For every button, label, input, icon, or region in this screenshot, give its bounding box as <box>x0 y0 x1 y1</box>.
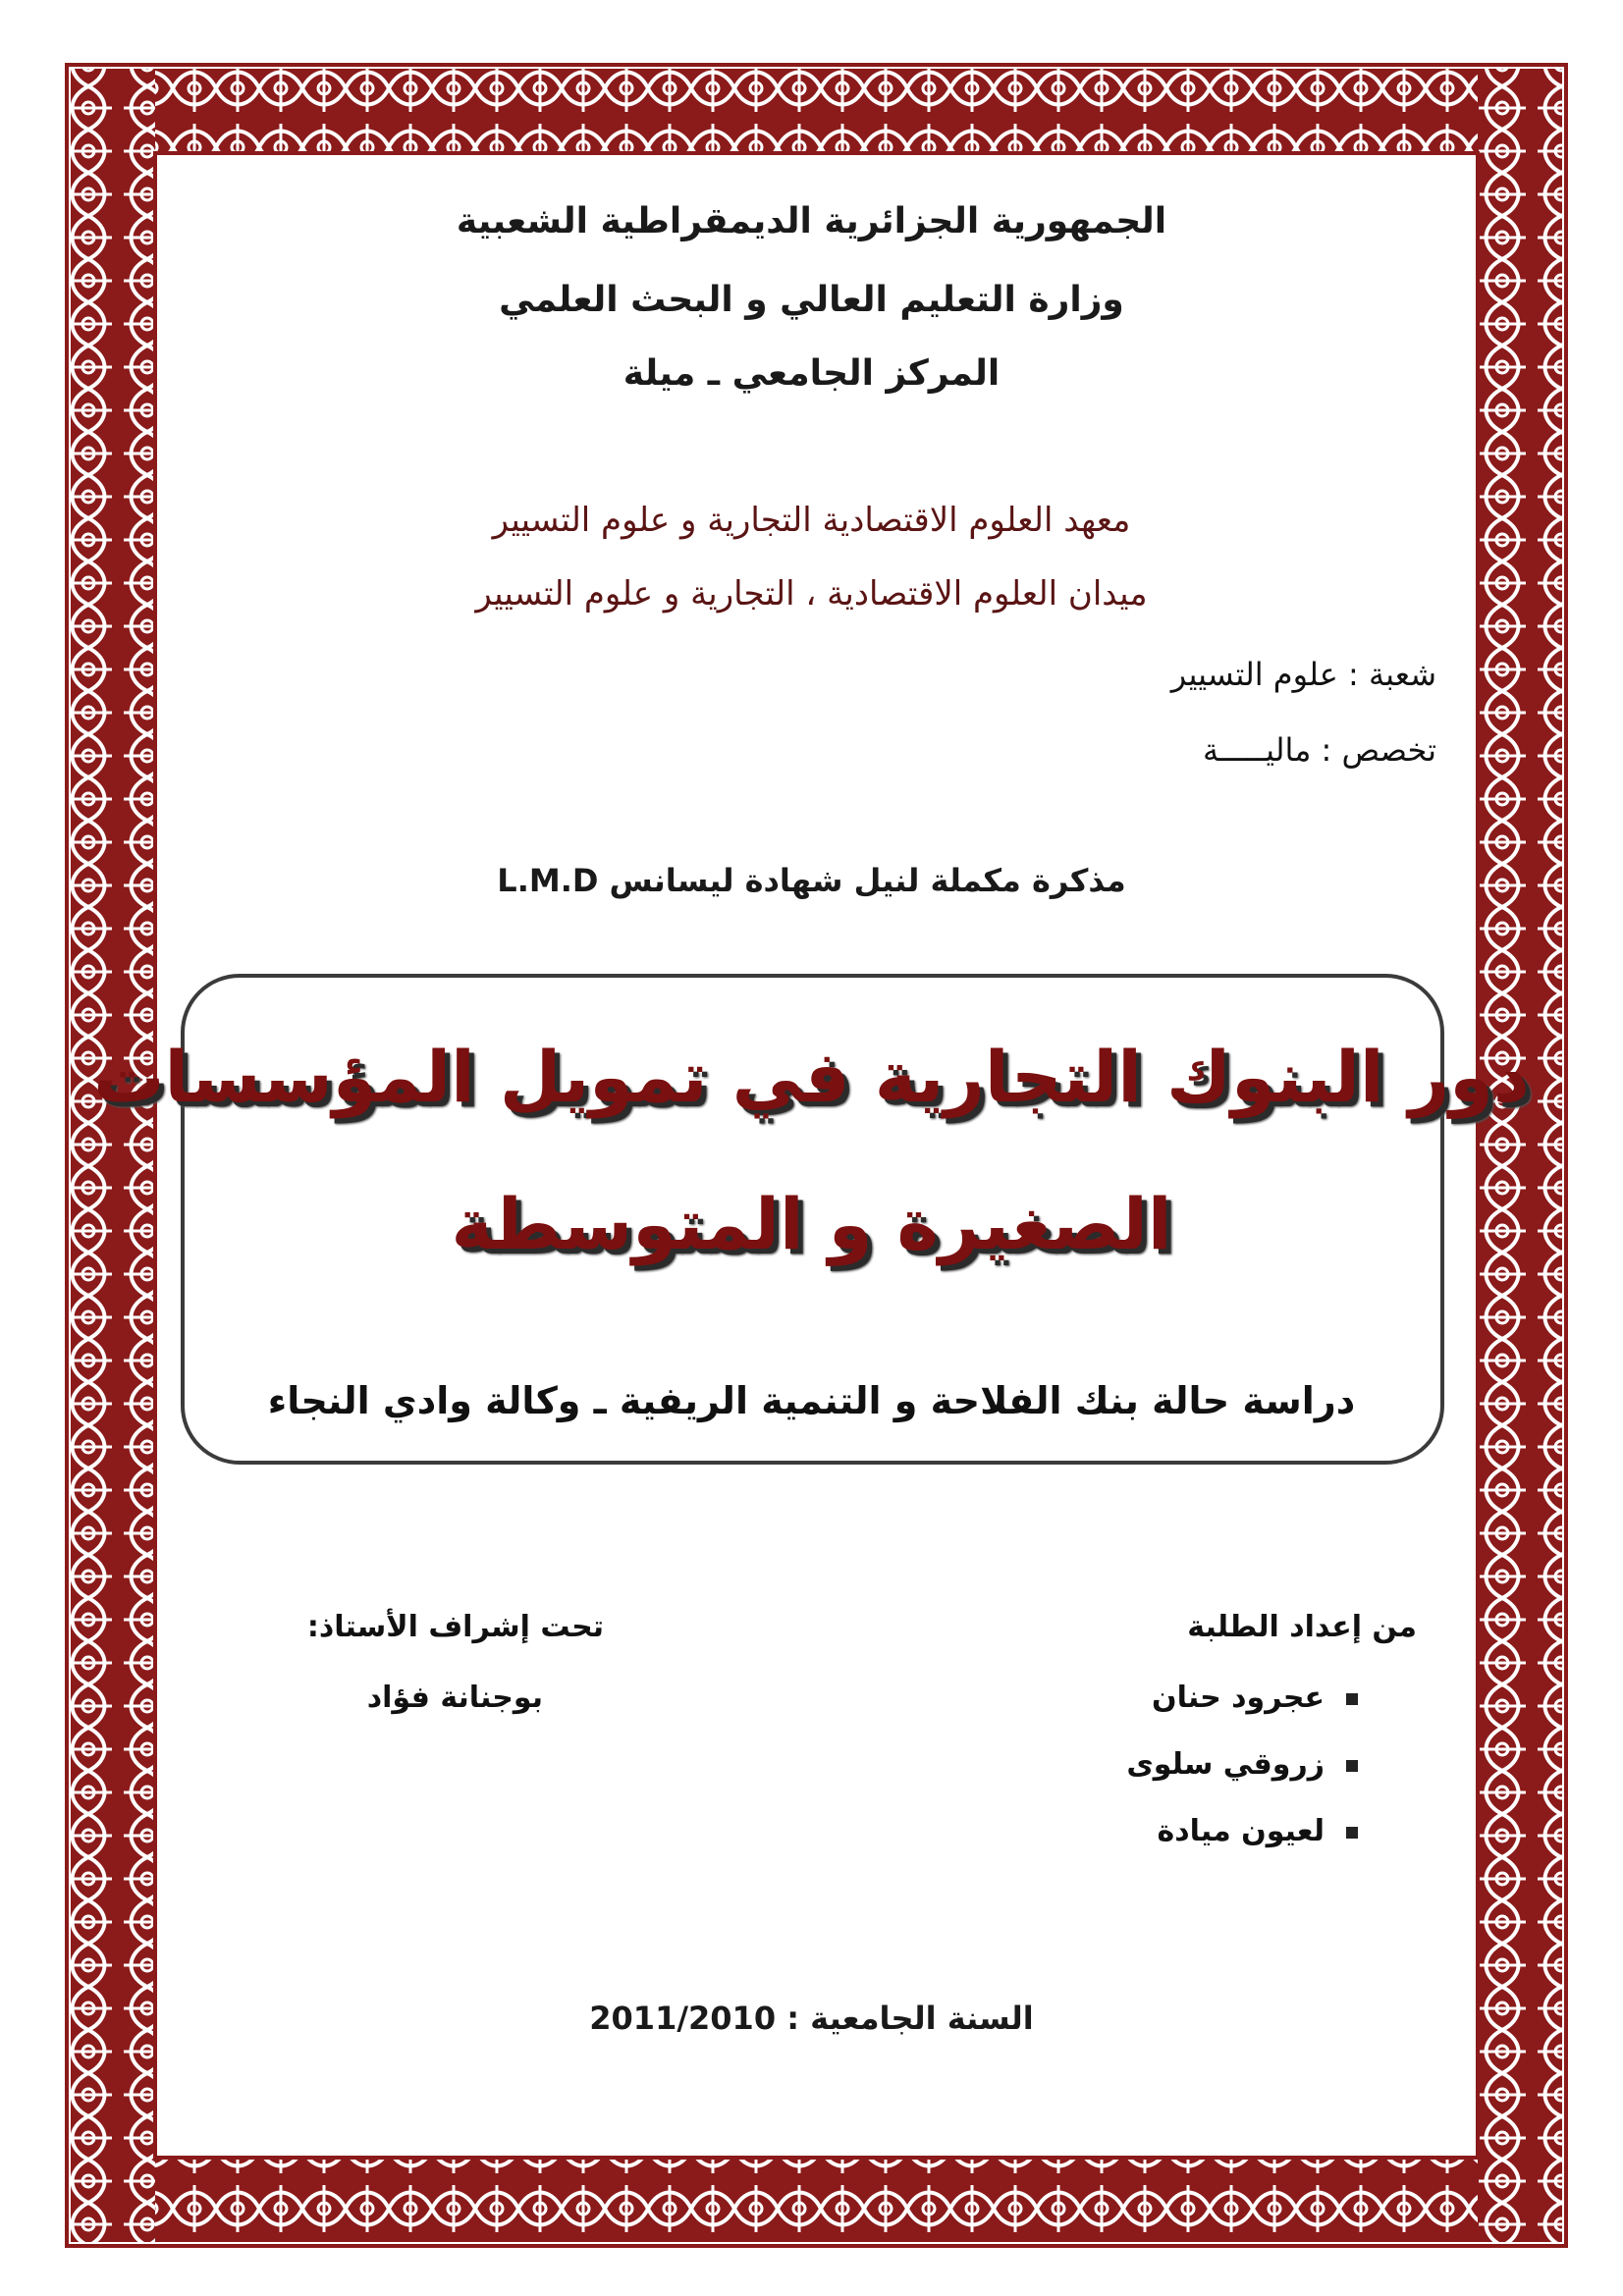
thesis-note: مذكرة مكملة لنيل شهادة ليسانس L.M.D <box>497 862 1126 899</box>
bullet-icon <box>1346 1760 1358 1772</box>
thesis-title-line2: الصغيرة و المتوسطة <box>451 1183 1172 1265</box>
republic-name: الجمهورية الجزائرية الديمقراطية الشعبية <box>456 201 1167 241</box>
student-name: زروقي سلوى <box>1126 1747 1358 1782</box>
domain-name: ميدان العلوم الاقتصادية ، التجارية و علوم التسيير <box>475 574 1148 614</box>
student-name: عجرود حنان <box>1152 1681 1358 1715</box>
supervisor-label: تحت إشراف الأستاذ: <box>306 1610 604 1644</box>
bullet-icon <box>1346 1693 1358 1705</box>
students-label: من إعداد الطلبة <box>1187 1610 1417 1644</box>
academic-year: السنة الجامعية : 2011/2010 <box>589 2000 1034 2037</box>
thesis-title-line1: دور البنوك التجارية في تمويل المؤسسات <box>93 1036 1530 1118</box>
student-name: لعيون ميادة <box>1158 1814 1359 1848</box>
university-name: المركز الجامعي ـ ميلة <box>622 353 1001 394</box>
supervisor-name: بوجنانة فؤاد <box>366 1681 543 1715</box>
thesis-subtitle: دراسة حالة بنك الفلاحة و التنمية الريفية ـ وكالة وادي النجاء <box>267 1379 1356 1422</box>
ministry-name: وزارة التعليم العالي و البحث العلمي <box>499 280 1124 320</box>
branch-field: شعبة : علوم التسيير <box>1170 656 1436 693</box>
bullet-icon <box>1346 1827 1358 1839</box>
specialty-field: تخصص : ماليـــــة <box>1203 731 1436 769</box>
institute-name: معهد العلوم الاقتصادية التجارية و علوم التسيير <box>492 501 1131 540</box>
